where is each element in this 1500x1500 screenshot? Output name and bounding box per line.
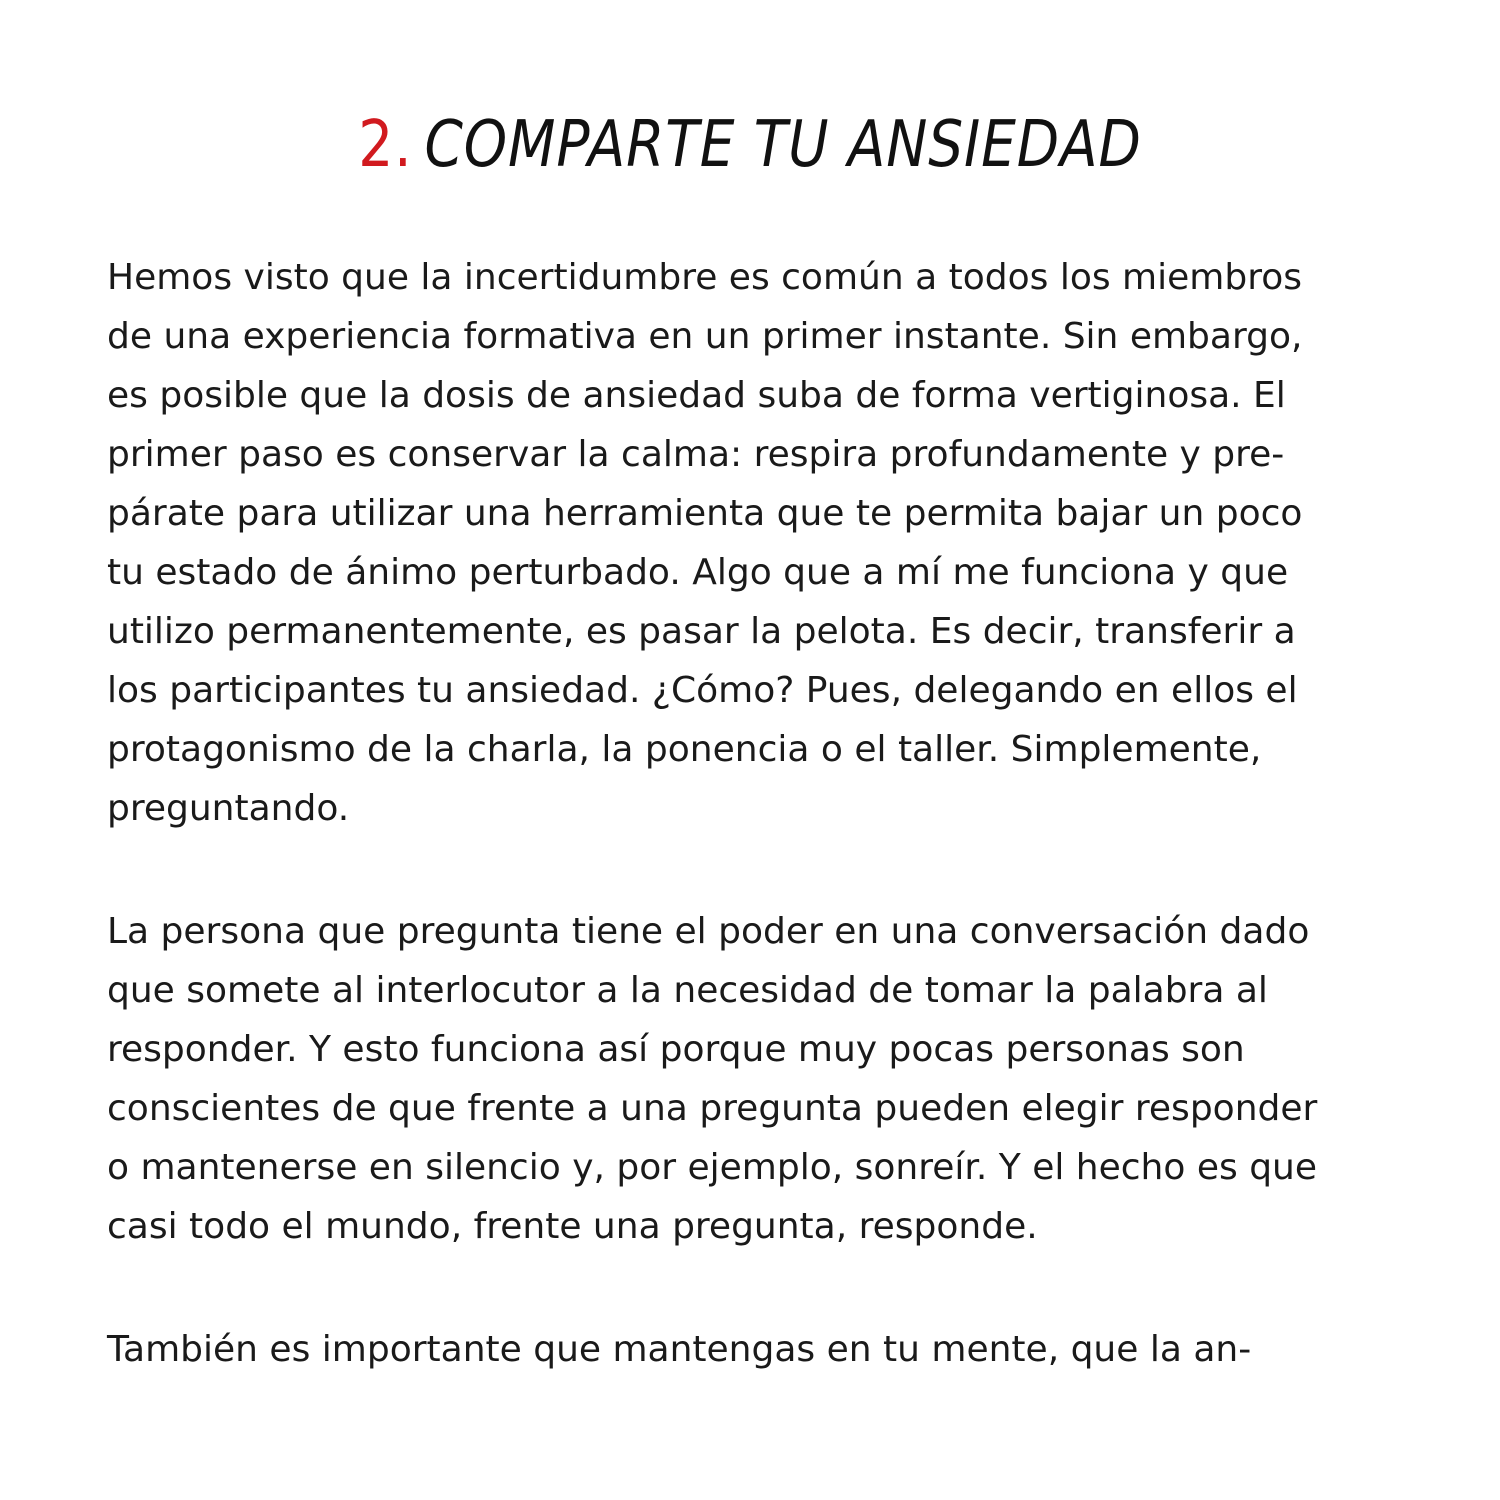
text-line: es posible que la dosis de ansiedad suba de forma vertiginosa. El <box>107 375 1286 416</box>
text-line: casi todo el mundo, frente una pregunta, responde. <box>107 1206 1038 1247</box>
paragraph-1 <box>107 248 1407 838</box>
text-line: preguntando. <box>107 788 350 829</box>
text-line: La persona que pregunta tiene el poder en una conversación dado <box>107 911 1310 952</box>
text-line: protagonismo de la charla, la ponencia o el taller. Simplemente, <box>107 729 1262 770</box>
paragraph-3 <box>107 1320 1407 1379</box>
section-heading <box>105 100 1395 190</box>
text-line: conscientes de que frente a una pregunta pueden elegir responder <box>107 1088 1318 1129</box>
text-line: Hemos visto que la incertidumbre es común a todos los miembros <box>107 257 1302 298</box>
text-line: párate para utilizar una herramienta que te permita bajar un poco <box>107 493 1303 534</box>
text-line: o mantenerse en silencio y, por ejemplo, sonreír. Y el hecho es que <box>107 1147 1318 1188</box>
text-line: También es importante que mantengas en tu mente, que la an- <box>107 1329 1252 1370</box>
text-line: utilizo permanentemente, es pasar la pelota. Es decir, transferir a <box>107 611 1296 652</box>
text-line: responder. Y esto funciona así porque muy pocas personas son <box>107 1029 1245 1070</box>
text-line: tu estado de ánimo perturbado. Algo que a mí me funciona y que <box>107 552 1289 593</box>
text-line: primer paso es conservar la calma: respira profundamente y pre- <box>107 434 1285 475</box>
paragraph-2 <box>107 902 1407 1256</box>
section-title: COMPARTE TU ANSIEDAD <box>424 108 1142 182</box>
text-line: de una experiencia formativa en un primer instante. Sin embargo, <box>107 316 1303 357</box>
section-number: 2. <box>358 108 413 182</box>
text-line: que somete al interlocutor a la necesidad de tomar la palabra al <box>107 970 1268 1011</box>
text-line: los participantes tu ansiedad. ¿Cómo? Pues, delegando en ellos el <box>107 670 1298 711</box>
